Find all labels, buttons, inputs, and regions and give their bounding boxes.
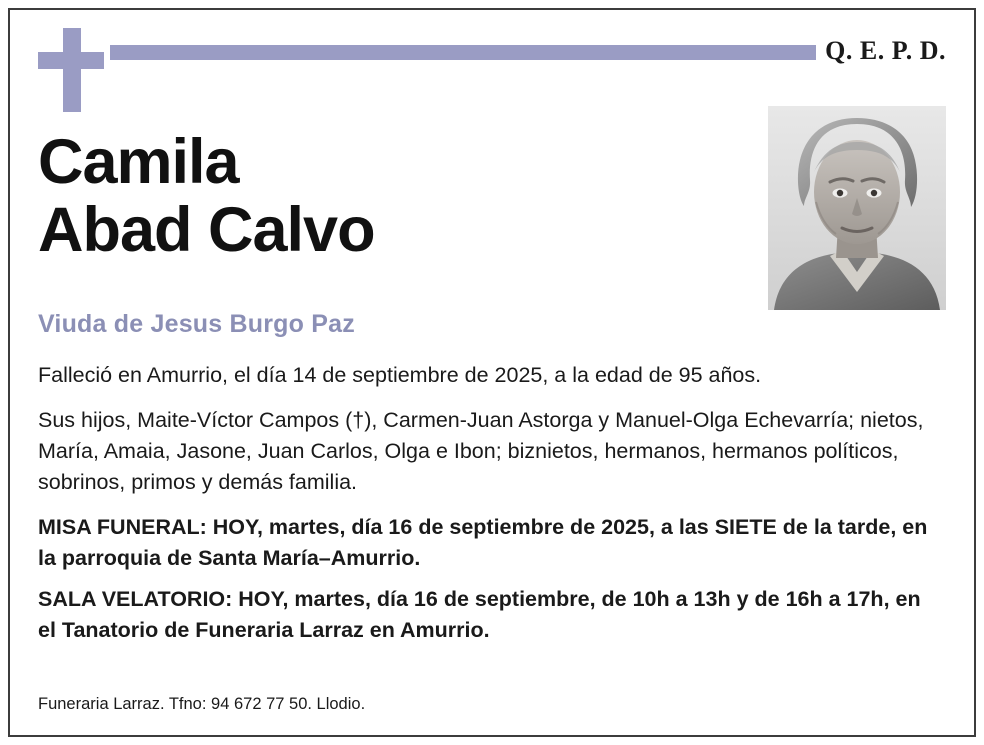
funeral-mass-line: MISA FUNERAL: HOY, martes, día 16 de septiembre de 2025, a las SIETE de la tarde, en la parroquia de Santa María–Amurrio. — [38, 515, 928, 570]
latin-cross-icon — [38, 28, 104, 112]
portrait-photo — [768, 106, 946, 310]
death-line: Falleció en Amurrio, el día 14 de septiembre de 2025, a la edad de 95 años. — [38, 363, 762, 387]
spouse-line: Viuda de Jesus Burgo Paz — [38, 310, 355, 338]
notice-header — [38, 20, 946, 100]
first-name: Camila — [38, 127, 239, 197]
funeral-home-line: Funeraria Larraz. Tfno: 94 672 77 50. Llodio. — [38, 695, 366, 713]
qepd-label: Q. E. P. D. — [825, 36, 946, 65]
wake-room-line: SALA VELATORIO: HOY, martes, día 16 de septiembre, de 10h a 13h y de 16h a 17h, en el Tanatorio de Funeraria Larraz en Amurrio. — [38, 587, 921, 642]
cross-horizontal-bar — [38, 52, 104, 69]
notice-content — [38, 20, 946, 720]
last-name: Abad Calvo — [38, 195, 375, 265]
cross-vertical-bar — [63, 28, 81, 112]
deceased-name — [38, 128, 638, 264]
family-line: Sus hijos, Maite-Víctor Campos (†), Carmen-Juan Astorga y Manuel-Olga Echevarría; nietos, María, Amaia, Jasone, Juan Carlos, Olga e Ibon; biznietos, hermanos, hermanos políticos, sobrinos, primos y demás familia. — [38, 408, 924, 494]
notice-body — [38, 360, 944, 656]
header-rule — [110, 45, 816, 60]
